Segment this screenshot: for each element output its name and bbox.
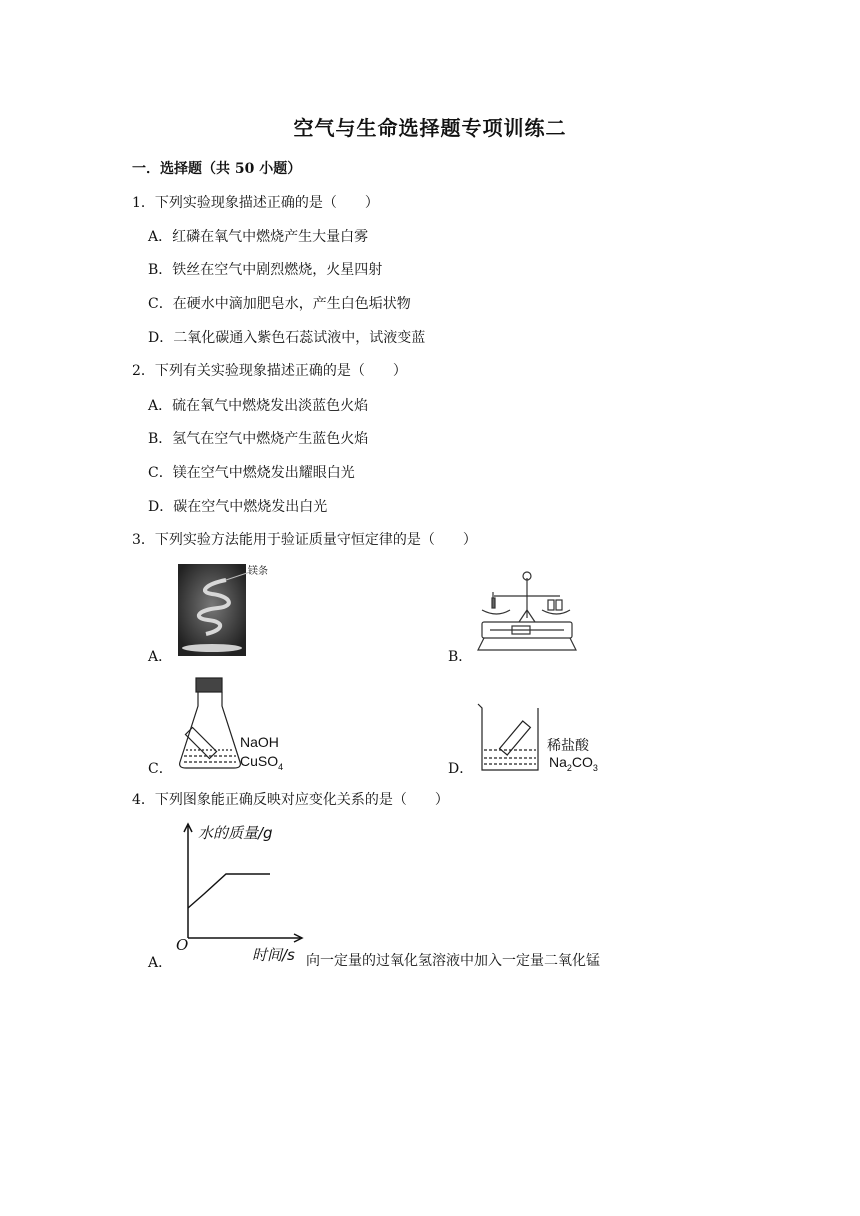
label-magnesium-ribbon: 镁条 [248, 566, 268, 577]
question-2-option-a: A．硫在氧气中燃烧发出淡蓝色火焰 [148, 398, 369, 414]
question-1-option-a: A．红磷在氧气中燃烧产生大量白雾 [148, 229, 369, 245]
label-na2co3-sub2: 3 [592, 762, 598, 773]
question-1-option-d: D．二氧化碳通入紫色石蕊试液中，试液变蓝 [148, 330, 426, 346]
question-1-option-b: B．铁丝在空气中剧烈燃烧，火星四射 [148, 262, 383, 278]
label-cuso4-subscript: 4 [278, 761, 284, 772]
question-3-stem: 3．下列实验方法能用于验证质量守恒定律的是（ ） [132, 532, 477, 548]
figure-flask-naoh-cuso4 [176, 676, 246, 776]
question-4-option-a: A． [148, 955, 173, 971]
question-3-option-b: B． [448, 649, 473, 665]
question-3-option-a: A． [148, 649, 173, 665]
question-3-option-c: C． [148, 761, 173, 777]
label-dilute-hcl: 稀盐酸 [547, 738, 589, 754]
question-3-option-d: D． [448, 761, 474, 777]
question-4-stem: 4．下列图象能正确反映对应变化关系的是（ ） [132, 792, 449, 808]
figure-balance-candle [472, 570, 582, 662]
question-1-stem: 1．下列实验现象描述正确的是（ ） [132, 195, 379, 211]
section-heading: 一．选择题（共 50 小题） [132, 161, 302, 177]
label-cuso4 [240, 753, 283, 772]
graph-y-axis-label: 水的质量/g [198, 824, 273, 842]
label-cuso4-main: CuSO [240, 753, 279, 769]
figure-beaker-hcl-na2co3 [474, 702, 544, 778]
question-1-option-c: C．在硬水中滴加肥皂水，产生白色垢状物 [148, 296, 411, 312]
label-na2co3-co: CO [571, 754, 593, 770]
page-title: 空气与生命选择题专项训练二 [293, 116, 567, 140]
figure-magnesium-burning [178, 564, 246, 656]
graph-origin-label: O [176, 936, 189, 954]
question-2-option-d: D．碳在空气中燃烧发出白光 [148, 499, 328, 515]
question-2-option-b: B．氢气在空气中燃烧产生蓝色火焰 [148, 431, 369, 447]
label-na2co3 [549, 754, 598, 773]
graph-x-axis-label: 时间/s [252, 946, 295, 964]
question-2-option-c: C．镁在空气中燃烧发出耀眼白光 [148, 465, 355, 481]
question-2-stem: 2．下列有关实验现象描述正确的是（ ） [132, 363, 407, 379]
label-naoh: NaOH [240, 734, 279, 750]
label-na2co3-sub1: 2 [566, 762, 572, 773]
label-na2co3-na: Na [549, 754, 567, 770]
question-4-option-a-text: 向一定量的过氧化氢溶液中加入一定量二氧化锰 [306, 953, 600, 969]
